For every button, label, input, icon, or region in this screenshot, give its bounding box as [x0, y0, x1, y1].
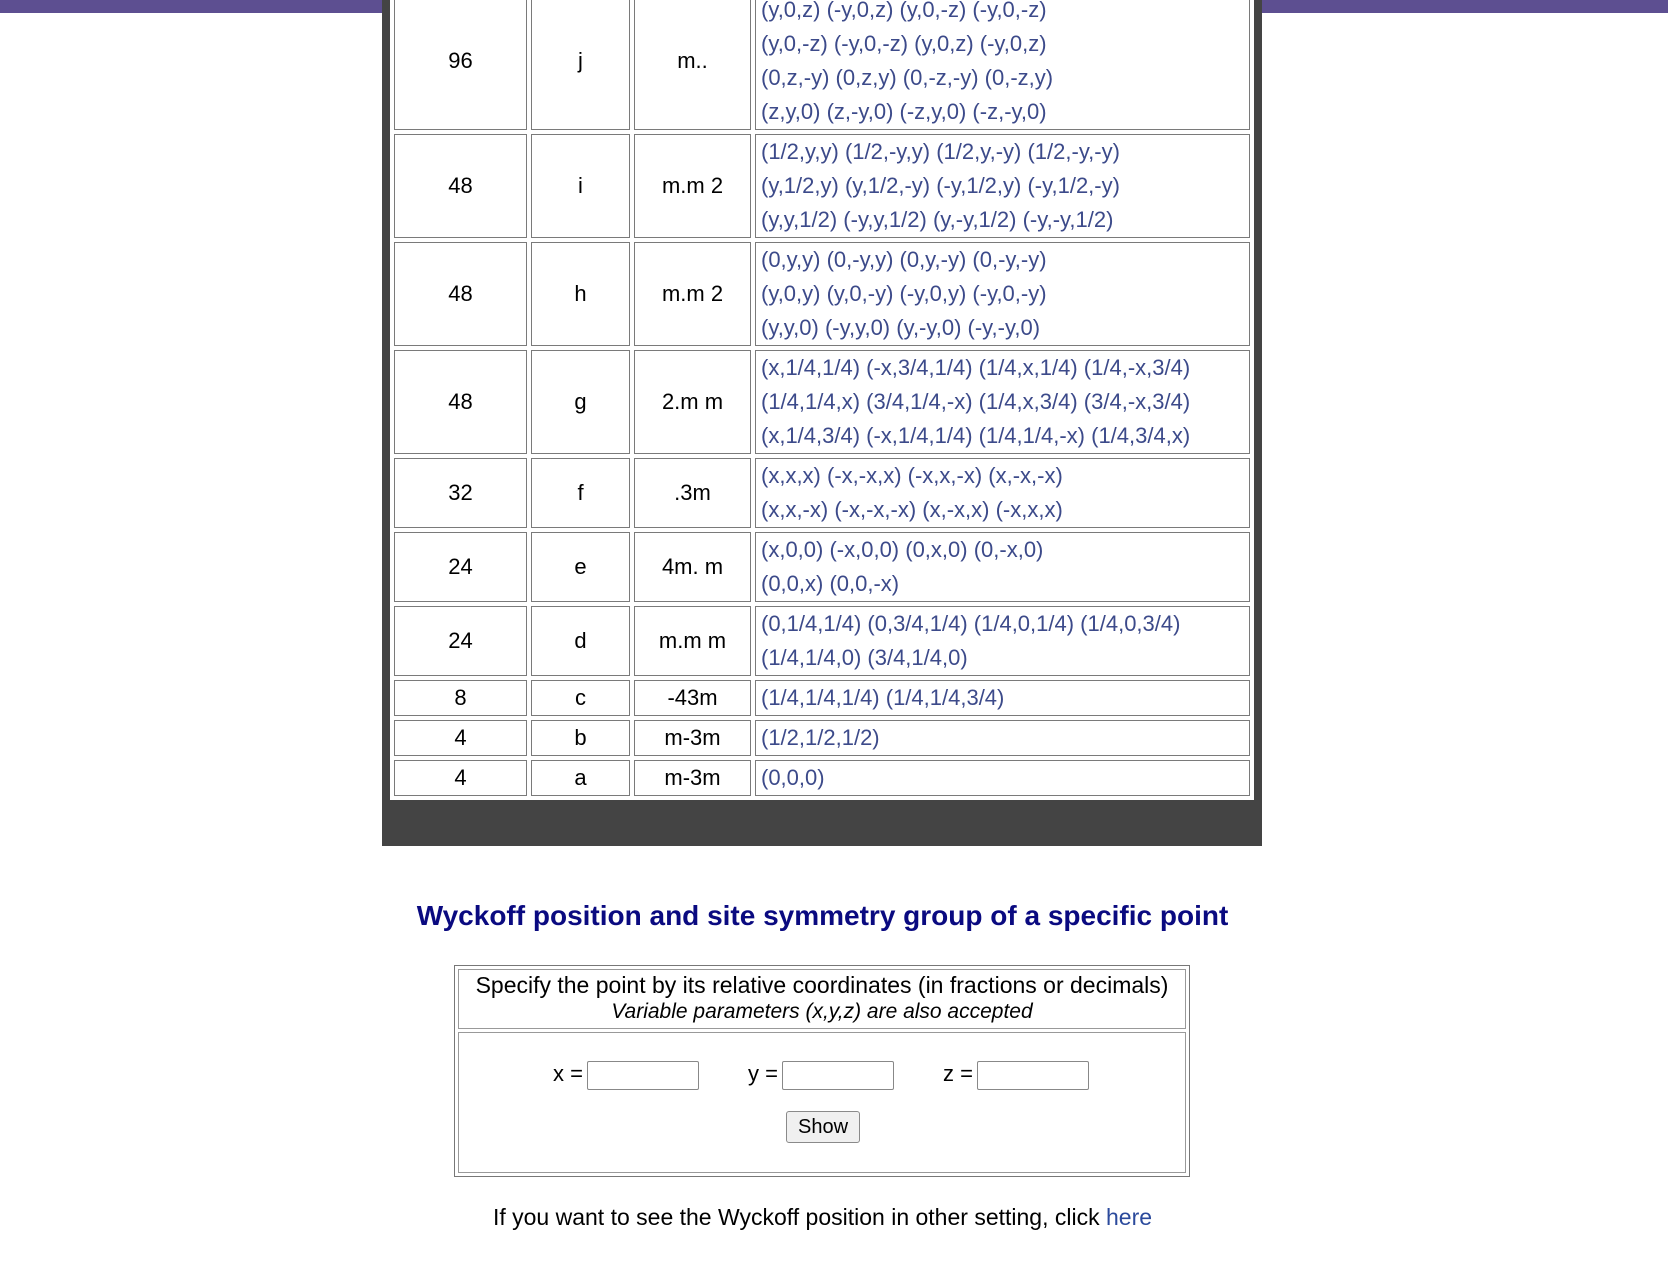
- wyckoff-letter-cell: a: [531, 760, 630, 796]
- coordinates-cell: [755, 532, 1250, 602]
- coordinate-line: (0,0,x) (0,0,-x): [761, 571, 900, 596]
- table-row: [394, 242, 1250, 346]
- multiplicity-cell: 32: [394, 458, 527, 528]
- form-note-text: Variable parameters (x,y,z) are also accepted: [611, 1000, 1033, 1023]
- coordinate-line: (y,y,1/2) (-y,y,1/2) (y,-y,1/2) (-y,-y,1/2): [761, 207, 1114, 232]
- wyckoff-letter-cell: j: [531, 0, 630, 130]
- multiplicity-cell: 4: [394, 760, 527, 796]
- coordinate-line: (0,y,y) (0,-y,y) (0,y,-y) (0,-y,-y): [761, 247, 1047, 272]
- wyckoff-letter-cell: i: [531, 134, 630, 238]
- wyckoff-table-frame: [382, 0, 1262, 846]
- multiplicity-cell: 96: [394, 0, 527, 130]
- table-row: [394, 760, 1250, 796]
- site-symmetry-cell: -43m: [634, 680, 751, 716]
- multiplicity-cell: 48: [394, 350, 527, 454]
- coordinate-line: (0,0,0): [761, 765, 825, 790]
- wyckoff-letter-cell: e: [531, 532, 630, 602]
- table-row: [394, 606, 1250, 676]
- wyckoff-letter-cell: d: [531, 606, 630, 676]
- z-label: z =: [943, 1061, 973, 1086]
- section-heading: Wyckoff position and site symmetry group of a specific point: [416, 900, 1229, 931]
- coordinate-line: (1/4,1/4,0) (3/4,1/4,0): [761, 645, 968, 670]
- table-row: [394, 134, 1250, 238]
- coordinates-cell: [755, 134, 1250, 238]
- coordinate-line: (z,y,0) (z,-y,0) (-z,y,0) (-z,-y,0): [761, 99, 1047, 124]
- coordinates-cell: [755, 350, 1250, 454]
- coordinates-cell: [755, 0, 1250, 130]
- wyckoff-letter-cell: b: [531, 720, 630, 756]
- x-input[interactable]: [587, 1061, 699, 1090]
- coordinate-line: (x,0,0) (-x,0,0) (0,x,0) (0,-x,0): [761, 537, 1044, 562]
- coordinate-line: (x,1/4,1/4) (-x,3/4,1/4) (1/4,x,1/4) (1/4,-x,3/4): [761, 355, 1191, 380]
- form-instruction-text: Specify the point by its relative coordinates (in fractions or decimals): [475, 972, 1169, 998]
- coordinates-cell: [755, 458, 1250, 528]
- y-label: y =: [748, 1061, 778, 1086]
- coordinate-line: (1/4,1/4,1/4) (1/4,1/4,3/4): [761, 685, 1005, 710]
- form-inputs-area: [458, 1032, 1186, 1173]
- coordinate-line: (1/2,1/2,1/2): [761, 725, 880, 750]
- form-instructions: [458, 969, 1186, 1029]
- wyckoff-letter-cell: c: [531, 680, 630, 716]
- site-symmetry-cell: .3m: [634, 458, 751, 528]
- coordinate-line: (0,z,-y) (0,z,y) (0,-z,-y) (0,-z,y): [761, 65, 1054, 90]
- site-symmetry-cell: m..: [634, 0, 751, 130]
- table-row: [394, 720, 1250, 756]
- coordinates-cell: [755, 606, 1250, 676]
- footer-note: [0, 1204, 1645, 1231]
- coordinates-cell: [755, 760, 1250, 796]
- y-input[interactable]: [782, 1061, 894, 1090]
- coordinate-line: (1/2,y,y) (1/2,-y,y) (1/2,y,-y) (1/2,-y,-y): [761, 139, 1120, 164]
- table-row: [394, 350, 1250, 454]
- site-symmetry-cell: 2.m m: [634, 350, 751, 454]
- table-row: [394, 680, 1250, 716]
- table-row: [394, 0, 1250, 130]
- multiplicity-cell: 4: [394, 720, 527, 756]
- coordinate-line: (0,1/4,1/4) (0,3/4,1/4) (1/4,0,1/4) (1/4,0,3/4): [761, 611, 1181, 636]
- coordinate-line: (x,1/4,3/4) (-x,1/4,1/4) (1/4,1/4,-x) (1/4,3/4,x): [761, 423, 1191, 448]
- coordinate-line: (1/4,1/4,x) (3/4,1/4,-x) (1/4,x,3/4) (3/4,-x,3/4): [761, 389, 1191, 414]
- coordinates-cell: [755, 680, 1250, 716]
- site-symmetry-cell: m.m m: [634, 606, 751, 676]
- other-setting-link[interactable]: here: [1105, 1204, 1153, 1230]
- site-symmetry-cell: m-3m: [634, 720, 751, 756]
- coordinate-line: (y,0,-z) (-y,0,-z) (y,0,z) (-y,0,z): [761, 31, 1047, 56]
- multiplicity-cell: 24: [394, 532, 527, 602]
- multiplicity-cell: 24: [394, 606, 527, 676]
- coordinates-cell: [755, 720, 1250, 756]
- point-form: [454, 965, 1190, 1177]
- z-input[interactable]: [977, 1061, 1089, 1090]
- wyckoff-positions-table: [390, 0, 1254, 800]
- coordinate-line: (y,0,z) (-y,0,z) (y,0,-z) (-y,0,-z): [761, 0, 1047, 22]
- show-button[interactable]: Show: [786, 1111, 860, 1143]
- coordinate-line: (x,x,-x) (-x,-x,-x) (x,-x,x) (-x,x,x): [761, 497, 1063, 522]
- coordinate-line: (y,1/2,y) (y,1/2,-y) (-y,1/2,y) (-y,1/2,-y): [761, 173, 1120, 198]
- multiplicity-cell: 8: [394, 680, 527, 716]
- site-symmetry-cell: m-3m: [634, 760, 751, 796]
- x-field: [553, 1057, 699, 1090]
- coordinates-cell: [755, 242, 1250, 346]
- x-label: x =: [553, 1061, 583, 1086]
- multiplicity-cell: 48: [394, 134, 527, 238]
- coordinate-line: (y,y,0) (-y,y,0) (y,-y,0) (-y,-y,0): [761, 315, 1041, 340]
- coordinate-line: (y,0,y) (y,0,-y) (-y,0,y) (-y,0,-y): [761, 281, 1047, 306]
- footer-text: If you want to see the Wyckoff position in other setting, click: [492, 1204, 1106, 1230]
- coordinate-line: (x,x,x) (-x,-x,x) (-x,x,-x) (x,-x,-x): [761, 463, 1063, 488]
- site-symmetry-cell: 4m. m: [634, 532, 751, 602]
- wyckoff-letter-cell: f: [531, 458, 630, 528]
- multiplicity-cell: 48: [394, 242, 527, 346]
- wyckoff-letter-cell: h: [531, 242, 630, 346]
- y-field: [748, 1057, 894, 1090]
- z-field: [943, 1057, 1089, 1090]
- site-symmetry-cell: m.m 2: [634, 134, 751, 238]
- table-row: [394, 458, 1250, 528]
- site-symmetry-cell: m.m 2: [634, 242, 751, 346]
- table-row: [394, 532, 1250, 602]
- wyckoff-table-body: [394, 0, 1250, 796]
- wyckoff-letter-cell: g: [531, 350, 630, 454]
